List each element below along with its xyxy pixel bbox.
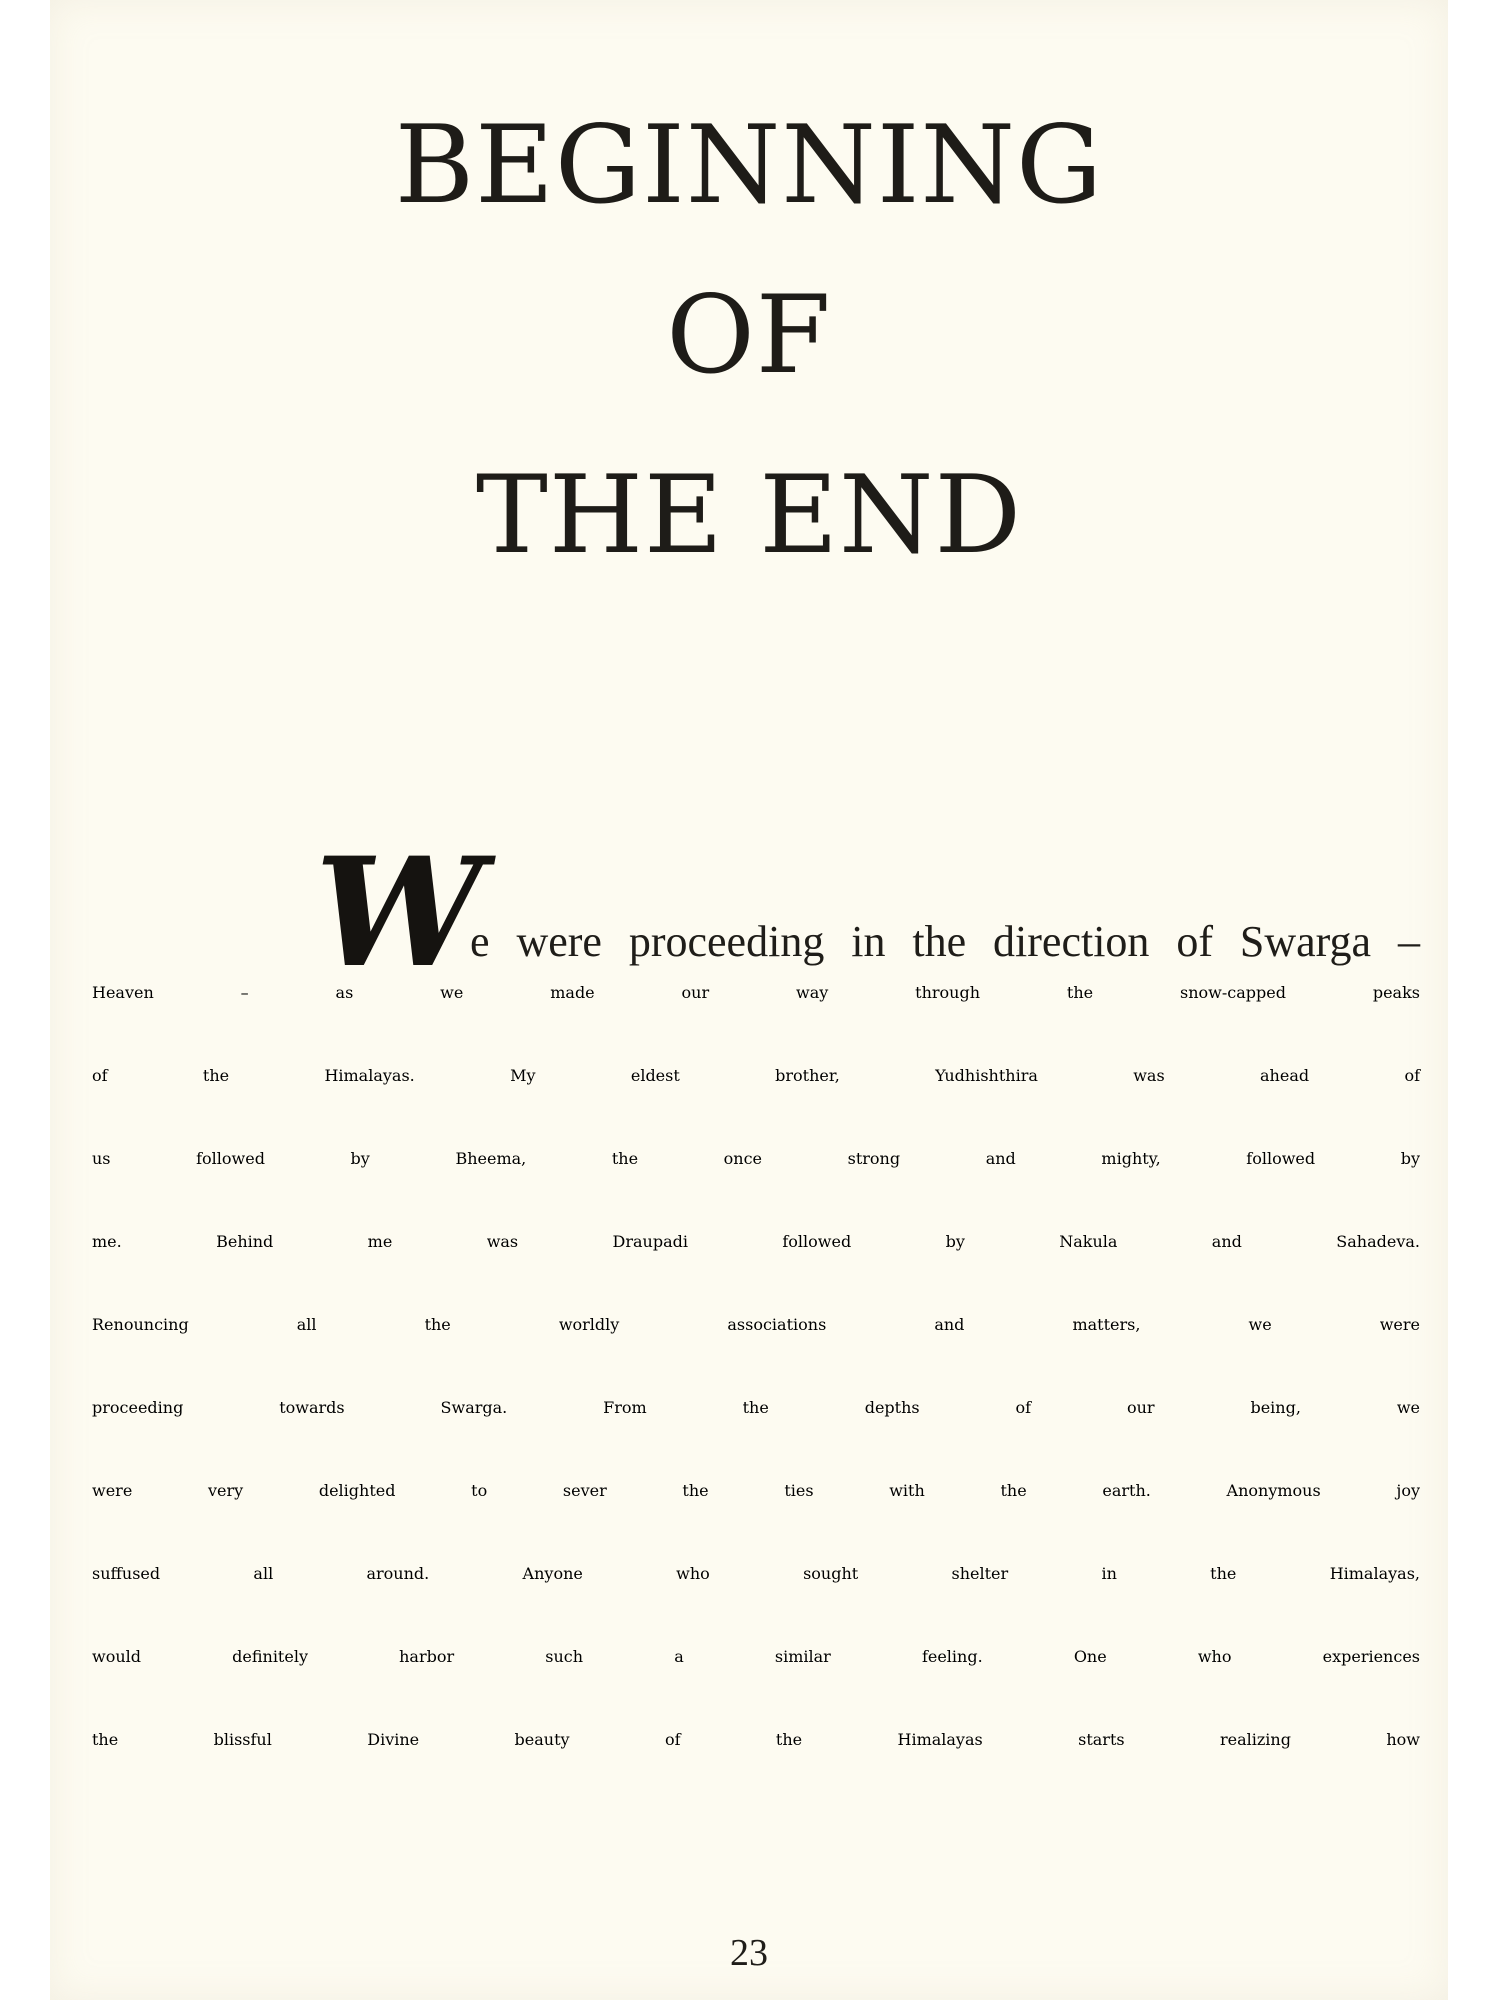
body-line: would definitely harbor such a similar feeling. One who experiences [92,1647,1420,1666]
body-line: were very delighted to sever the ties with the earth. Anonymous joy [92,1481,1420,1500]
body-line: me. Behind me was Draupadi followed by Nakula and Sahadeva. [92,1232,1420,1251]
body-line: suffused all around. Anyone who sought shelter in the Himalayas, [92,1564,1420,1583]
drop-cap: W [315,825,484,1001]
body-line: of the Himalayas. My eldest brother, Yudhishthira was ahead of [92,1066,1420,1085]
body-paragraph [92,983,1420,1813]
chapter-title-line-1: BEGINNING [394,103,1104,228]
body-line: Heaven – as we made our way through the snow-capped peaks [92,983,1420,1002]
body-line: the blissful Divine beauty of the Himalayas starts realizing how [92,1730,1420,1749]
body-line: us followed by Bheema, the once strong and mighty, followed by [92,1149,1420,1168]
first-line: e were proceeding in the direction of Swarga – [470,917,1420,966]
page-number: 23 [730,1932,768,1974]
body-line: Renouncing all the worldly associations and matters, we were [92,1315,1420,1334]
chapter-title-line-2: OF [666,273,832,398]
book-page [50,0,1448,2000]
body-line: proceeding towards Swarga. From the depths of our being, we [92,1398,1420,1417]
chapter-title-line-3: THE END [475,453,1023,578]
